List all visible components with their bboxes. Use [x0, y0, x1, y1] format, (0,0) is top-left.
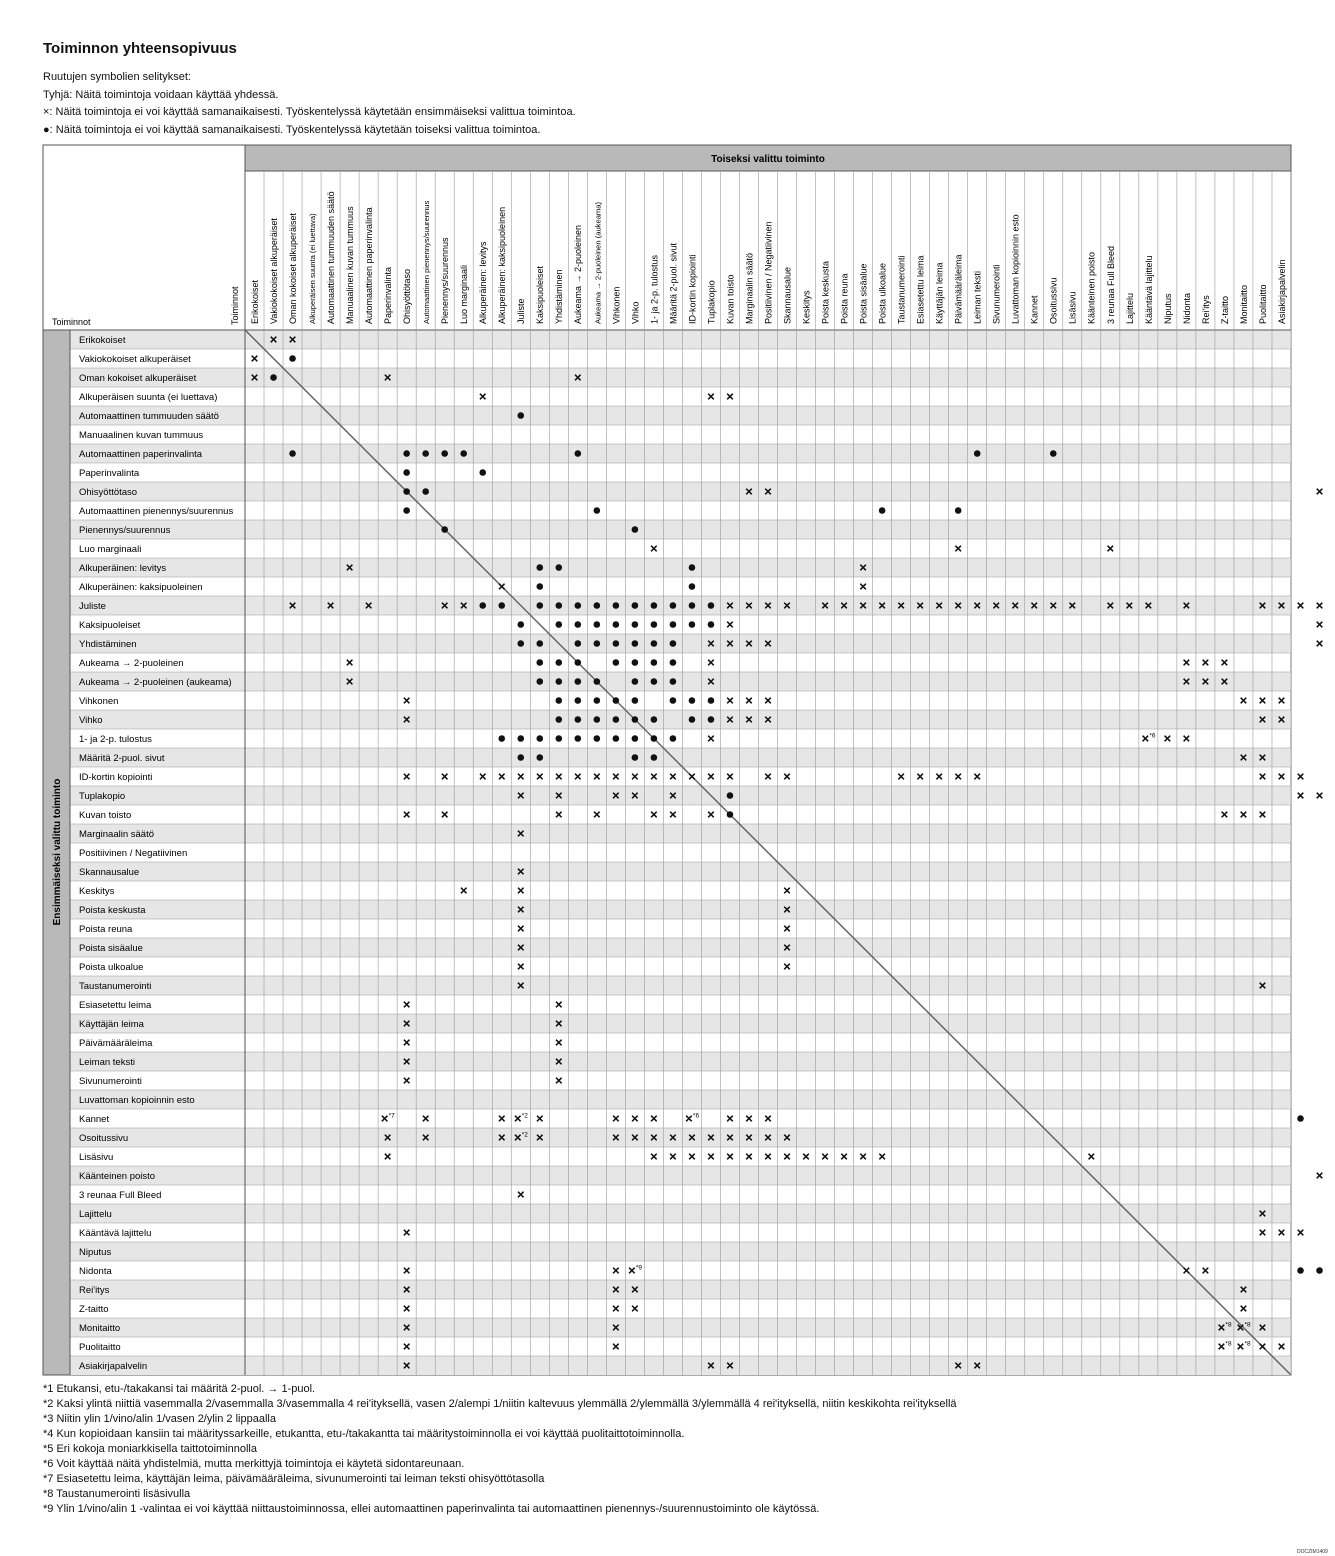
compatible-dot	[441, 526, 448, 533]
row-label: Osoitussivu	[79, 1132, 129, 1144]
compatible-dot	[708, 602, 715, 609]
compatible-dot	[632, 640, 639, 647]
cell-footnote-ref: *8	[1225, 1340, 1232, 1348]
column-label: Kannet	[1029, 295, 1040, 324]
column-label: Lisäsivu	[1067, 291, 1078, 324]
compatible-dot	[670, 640, 677, 647]
row-shading	[70, 824, 1291, 843]
row-label: Juliste	[79, 600, 106, 612]
row-label: Poista keskusta	[79, 904, 146, 916]
row-label: Aukeama → 2-puoleinen (aukeama)	[79, 676, 232, 688]
compatible-dot	[613, 602, 620, 609]
compatible-dot	[670, 621, 677, 628]
compatible-dot	[632, 621, 639, 628]
column-label: Z-taitto	[1219, 295, 1230, 324]
compatible-dot	[575, 735, 582, 742]
row-label: Pienennys/suurennus	[79, 524, 171, 536]
compatible-dot	[708, 697, 715, 704]
column-label: Aukeama → 2-puoleinen (aukeama)	[593, 202, 603, 324]
column-label: Alkuperäinen: kaksipuoleinen	[497, 206, 508, 324]
compatible-dot	[632, 754, 639, 761]
legend-cross: ×: Näitä toimintoja ei voi käyttää samanaikaisesti. Työskentelyssä käytetään ensimmäiseksi valittua toimintoa.	[43, 106, 576, 118]
row-label: Marginaalin säätö	[79, 828, 154, 840]
compatible-dot	[536, 735, 543, 742]
row-label: Tuplakopio	[79, 790, 126, 802]
row-label: Poista ulkoalue	[79, 961, 144, 973]
row-shading	[70, 330, 1291, 349]
compatible-dot	[727, 792, 734, 799]
compatible-dot	[575, 640, 582, 647]
compatible-dot	[289, 355, 296, 362]
column-group-header: Toiseksi valittu toiminto	[711, 154, 825, 165]
row-label: Automaattinen tummuuden säätö	[79, 410, 219, 422]
row-label: Oman kokoiset alkuperäiset	[79, 372, 197, 384]
compatible-dot	[670, 602, 677, 609]
row-label: Kannet	[79, 1113, 110, 1125]
column-label: Kaksipuoleiset	[535, 265, 546, 324]
compatible-dot	[498, 735, 505, 742]
column-label: Taustanumerointi	[896, 255, 907, 324]
compatible-dot	[594, 621, 601, 628]
row-label: Vihkonen	[79, 695, 119, 707]
compatible-dot	[556, 602, 563, 609]
compatible-dot	[556, 659, 563, 666]
compatible-dot	[556, 716, 563, 723]
compatible-dot	[613, 735, 620, 742]
row-label: Alkuperäinen: levitys	[79, 562, 167, 574]
row-shading	[70, 900, 1291, 919]
footnote-7: *7 Esiasetettu leima, käyttäjän leima, päivämääräleima, sivunumerointi tai leiman teksti ohisyöttötasolla	[43, 1473, 545, 1485]
cell-footnote-ref: *8	[1225, 1321, 1232, 1329]
row-shading	[70, 1318, 1291, 1337]
incompatible-cross	[1317, 1173, 1323, 1179]
row-shading	[70, 368, 1291, 387]
column-label: Automaattinen tummuuden säätö	[326, 191, 337, 324]
compatible-dot	[632, 697, 639, 704]
cell-footnote-ref: *7	[388, 1112, 395, 1120]
compatible-dot	[403, 450, 410, 457]
column-label: Positiivinen / Negatiivinen	[763, 221, 774, 324]
legend-dot: ●: Näitä toimintoja ei voi käyttää samanaikaisesti. Työskentelyssä käytetään toiseksi valittua toimintoa.	[43, 123, 541, 136]
column-label: Yhdistäminen	[554, 269, 565, 324]
compatible-dot	[1297, 1115, 1304, 1122]
row-label: Keskitys	[79, 885, 115, 897]
compatible-dot	[1050, 450, 1057, 457]
row-label: Sivunumerointi	[79, 1075, 142, 1087]
compatible-dot	[556, 621, 563, 628]
compatible-dot	[536, 583, 543, 590]
row-label: Alkuperäisen suunta (ei luettava)	[79, 391, 218, 403]
compatible-dot	[556, 678, 563, 685]
incompatible-cross	[1317, 622, 1323, 628]
compatible-dot	[651, 754, 658, 761]
compatible-dot	[613, 621, 620, 628]
row-label: Käänteinen poisto	[79, 1170, 156, 1182]
compatible-dot	[517, 621, 524, 628]
compatible-dot	[670, 678, 677, 685]
column-label: Manuaalinen kuvan tummuus	[345, 206, 356, 324]
compatible-dot	[594, 507, 601, 514]
column-label: Ohisyöttötaso	[402, 268, 413, 324]
corner-label: Toiminnot	[52, 317, 91, 327]
row-shading	[70, 938, 1291, 957]
column-label: Vihkonen	[611, 286, 622, 324]
compatible-dot	[632, 659, 639, 666]
row-shading	[70, 1128, 1291, 1147]
cell-footnote-ref: *8	[1244, 1321, 1251, 1329]
compatible-dot	[689, 716, 696, 723]
compatible-dot	[575, 621, 582, 628]
column-label: Leiman teksti	[972, 270, 983, 324]
column-label: Oman kokoiset alkuperäiset	[287, 212, 298, 324]
compatible-dot	[594, 697, 601, 704]
compatible-dot	[270, 374, 277, 381]
incompatible-cross	[1298, 603, 1304, 609]
column-label: Rei'itys	[1200, 295, 1211, 324]
row-label: 1- ja 2-p. tulostus	[79, 733, 152, 745]
row-label: Luvattoman kopioinnin esto	[79, 1094, 195, 1106]
column-label: Vihko	[630, 301, 641, 324]
compatible-dot	[1316, 1267, 1323, 1274]
compatible-dot	[575, 716, 582, 723]
cell-footnote-ref: *2	[521, 1112, 528, 1120]
compatible-dot	[517, 412, 524, 419]
row-label: Vakiokokoiset alkuperäiset	[79, 353, 191, 365]
column-label: Poista sisäalue	[858, 263, 869, 324]
compatible-dot	[670, 697, 677, 704]
column-label: Lajittelu	[1124, 292, 1135, 324]
compatible-dot	[517, 640, 524, 647]
functions-column-label: Toiminnot	[230, 286, 240, 325]
row-shading	[70, 1014, 1291, 1033]
compatible-dot	[632, 526, 639, 533]
compatible-dot	[955, 507, 962, 514]
row-shading	[70, 520, 1291, 539]
row-label: Poista reuna	[79, 923, 133, 935]
compatible-dot	[727, 811, 734, 818]
incompatible-cross	[1317, 603, 1323, 609]
row-shading	[70, 1280, 1291, 1299]
row-shading	[70, 406, 1291, 425]
row-shading	[70, 710, 1291, 729]
row-shading	[70, 1090, 1291, 1109]
compatible-dot	[651, 716, 658, 723]
compatible-dot	[613, 697, 620, 704]
row-label: Leiman teksti	[79, 1056, 135, 1068]
row-group-header: Ensimmäiseksi valittu toiminto	[52, 778, 63, 926]
compatible-dot	[708, 621, 715, 628]
column-label: Päivämääräleima	[953, 254, 964, 324]
compatible-dot	[594, 602, 601, 609]
row-shading	[70, 786, 1291, 805]
compatible-dot	[689, 621, 696, 628]
footnote-9: *9 Ylin 1/vino/alin 1 -valintaa ei voi käyttää niittaustoiminnossa, ellei automaattinen paperinvalinta tai automaattinen pienennys-/suurennustoiminto ole käytössä.	[43, 1503, 820, 1515]
column-label: Alkuperäinen: levitys	[478, 241, 489, 324]
compatible-dot	[632, 602, 639, 609]
column-label: Käänteinen poisto	[1086, 251, 1097, 324]
row-shading	[70, 444, 1291, 463]
row-label: Päivämääräleima	[79, 1037, 153, 1049]
row-label: Rei'itys	[79, 1284, 110, 1296]
compatible-dot	[689, 564, 696, 571]
column-label: Asiakirjapalvelin	[1276, 259, 1287, 324]
compatible-dot	[974, 450, 981, 457]
incompatible-cross	[1317, 489, 1323, 495]
legend-empty: Tyhjä: Näitä toimintoja voidaan käyttää yhdessä.	[43, 88, 279, 101]
compatible-dot	[613, 640, 620, 647]
compatible-dot	[536, 678, 543, 685]
column-label: Sivunumerointi	[991, 264, 1002, 324]
row-shading	[70, 862, 1291, 881]
row-label: Asiakirjapalvelin	[79, 1360, 148, 1372]
footnote-6: *6 Voit käyttää näitä yhdistelmiä, mutta merkittyjä toimintoja ei käytetä sidontareunaan.	[43, 1458, 465, 1470]
compatible-dot	[613, 716, 620, 723]
row-label: Monitaitto	[79, 1322, 121, 1334]
compatible-dot	[594, 716, 601, 723]
row-shading	[70, 1166, 1291, 1185]
row-shading	[70, 634, 1291, 653]
row-label: Positiivinen / Negatiivinen	[79, 847, 188, 859]
row-shading	[70, 558, 1291, 577]
compatible-dot	[594, 735, 601, 742]
row-label: Kääntävä lajittelu	[79, 1227, 152, 1239]
compatible-dot	[670, 735, 677, 742]
column-label: Puolitaitto	[1257, 284, 1268, 324]
compatible-dot	[556, 564, 563, 571]
row-label: Lajittelu	[79, 1208, 112, 1220]
row-label: Ohisyöttötaso	[79, 486, 138, 498]
compatible-dot	[517, 754, 524, 761]
compatible-dot	[556, 697, 563, 704]
cell-footnote-ref: *6	[1149, 732, 1156, 740]
column-label: ID-kortin kopiointi	[687, 254, 698, 324]
footnote-4: *4 Kun kopioidaan kansiin tai määrityssarkeille, etukantta, etu-/takakantta tai määritystoiminnolla ei voi käyttää puolitaittotoiminnolla.	[43, 1428, 685, 1440]
page-title: Toiminnon yhteensopivuus	[43, 40, 237, 57]
compatible-dot	[536, 602, 543, 609]
compatible-dot	[594, 640, 601, 647]
compatible-dot	[479, 469, 486, 476]
compatible-dot	[689, 602, 696, 609]
compatible-dot	[403, 488, 410, 495]
compatible-dot	[613, 659, 620, 666]
compatible-dot	[517, 735, 524, 742]
compatible-dot	[651, 640, 658, 647]
incompatible-cross	[1317, 641, 1323, 647]
column-label: Määritä 2-puol. sivut	[668, 242, 679, 324]
column-label: Osoitussivu	[1048, 277, 1059, 324]
compatible-dot	[498, 602, 505, 609]
cell-footnote-ref: *8	[1244, 1340, 1251, 1348]
compatible-dot	[536, 640, 543, 647]
compatible-dot	[708, 716, 715, 723]
row-label: Manuaalinen kuvan tummuus	[79, 429, 204, 441]
cell-footnote-ref: *6	[692, 1112, 700, 1120]
footnotes	[43, 1382, 957, 1517]
compatible-dot	[289, 450, 296, 457]
column-label: Poista keskusta	[820, 260, 831, 324]
incompatible-cross	[1298, 1230, 1304, 1236]
row-shading	[70, 482, 1291, 501]
row-shading	[70, 596, 1291, 615]
row-shading	[70, 1204, 1291, 1223]
column-label: Marginaalin säätö	[744, 252, 755, 324]
row-label: Alkuperäinen: kaksipuoleinen	[79, 581, 203, 593]
row-label: Lisäsivu	[79, 1151, 114, 1163]
column-label: Aukeama → 2-puoleinen	[573, 224, 584, 324]
row-label: Skannausalue	[79, 866, 140, 878]
row-label: Taustanumerointi	[79, 980, 152, 992]
compatible-dot	[689, 583, 696, 590]
row-label: Kaksipuoleiset	[79, 619, 141, 631]
row-label: Puolitaitto	[79, 1341, 121, 1353]
column-label: 3 reunaa Full Bleed	[1105, 245, 1116, 324]
footnote-3: *3 Niitin ylin 1/vino/alin 1/vasen 2/ylin 2 lippaalla	[43, 1413, 276, 1425]
compatible-dot	[651, 621, 658, 628]
column-label: Kuvan toisto	[725, 274, 736, 324]
row-label: Automaattinen pienennys/suurennus	[79, 505, 234, 517]
compatible-dot	[594, 678, 601, 685]
row-label: Poista sisäalue	[79, 942, 143, 954]
column-label: Paperinvalinta	[383, 266, 394, 324]
compatible-dot	[575, 450, 582, 457]
column-label: Luvattoman kopioinnin esto	[1010, 214, 1021, 324]
compatible-dot	[632, 678, 639, 685]
incompatible-cross	[1317, 793, 1323, 799]
incompatible-cross	[1298, 793, 1304, 799]
column-label: Esiasetettu leima	[915, 255, 926, 324]
column-label: Keskitys	[801, 290, 812, 324]
compatible-dot	[575, 602, 582, 609]
incompatible-cross	[1298, 774, 1304, 780]
compatible-dot	[651, 659, 658, 666]
row-shading	[70, 1356, 1291, 1375]
row-label: Luo marginaali	[79, 543, 142, 555]
row-label: Kuvan toisto	[79, 809, 132, 821]
compatible-dot	[441, 450, 448, 457]
column-label: Automaattinen pienennys/suurennus	[422, 200, 432, 324]
compatible-dot	[632, 716, 639, 723]
column-label: Erikokoiset	[249, 279, 260, 324]
footnote-2: *2 Kaksi ylintä niittiä vasemmalla 2/vasemmalla 3/vasemmalla 4 rei'ityksellä, vasen 2/alempi 1/niitin kaltevuus ylemmällä 2/ylemmällä 3/ylemmällä 4 rei'ityksellä, niitin keskikohta rei'ityksellä	[43, 1398, 957, 1410]
compatible-dot	[575, 659, 582, 666]
column-label: Poista ulkoalue	[877, 262, 888, 324]
column-label: Kääntävä lajittelu	[1143, 255, 1154, 324]
column-label: Luo marginaali	[459, 264, 470, 324]
compatible-dot	[536, 564, 543, 571]
compatible-dot	[479, 602, 486, 609]
footnote-1: *1 Etukansi, etu-/takakansi tai määritä 2-puol. → 1-puol.	[43, 1383, 316, 1395]
column-label: Poista reuna	[839, 273, 850, 324]
cell-footnote-ref: *2	[521, 1131, 528, 1139]
compatible-dot	[575, 678, 582, 685]
row-label: Z-taitto	[79, 1303, 109, 1315]
compatible-dot	[403, 469, 410, 476]
column-label: Pienennys/suurennus	[440, 237, 451, 324]
row-label: Määritä 2-puol. sivut	[79, 752, 165, 764]
row-shading	[70, 1242, 1291, 1261]
row-label: Esiasetettu leima	[79, 999, 152, 1011]
column-label: Nidonta	[1181, 292, 1192, 324]
row-label: Paperinvalinta	[79, 467, 140, 479]
column-label: Niputus	[1162, 293, 1173, 324]
column-label: Juliste	[516, 298, 527, 324]
row-label: Käyttäjän leima	[79, 1018, 144, 1030]
compatible-dot	[632, 735, 639, 742]
footnote-8: *8 Taustanumerointi lisäsivulla	[43, 1488, 191, 1500]
row-label: Vihko	[79, 714, 103, 726]
cell-footnote-ref: *9	[635, 1264, 643, 1272]
compatible-dot	[670, 659, 677, 666]
compatible-dot	[575, 697, 582, 704]
legend-heading: Ruutujen symbolien selitykset:	[43, 71, 191, 83]
row-shading	[70, 672, 1291, 691]
compatible-dot	[1297, 1267, 1304, 1274]
row-label: Aukeama → 2-puoleinen	[79, 657, 184, 669]
compatible-dot	[556, 735, 563, 742]
compatible-dot	[422, 450, 429, 457]
compatible-dot	[422, 488, 429, 495]
compatible-dot	[879, 507, 886, 514]
compatible-dot	[651, 602, 658, 609]
footnote-5: *5 Eri kokoja moniarkkisella taittotoiminnolla	[43, 1443, 257, 1455]
row-label: Erikokoiset	[79, 334, 126, 346]
compatible-dot	[403, 507, 410, 514]
compatible-dot	[651, 678, 658, 685]
compatible-dot	[460, 450, 467, 457]
column-label: Skannausalue	[782, 266, 793, 324]
row-label: Yhdistäminen	[79, 638, 137, 650]
column-label: Käyttäjän leima	[934, 262, 945, 324]
row-shading	[70, 976, 1291, 995]
row-label: 3 reunaa Full Bleed	[79, 1189, 162, 1201]
compatible-dot	[536, 659, 543, 666]
column-label: Automaattinen paperinvalinta	[364, 207, 375, 324]
compatible-dot	[689, 697, 696, 704]
row-shading	[70, 1052, 1291, 1071]
row-label: Nidonta	[79, 1265, 112, 1277]
compatible-dot	[536, 754, 543, 761]
row-label: ID-kortin kopiointi	[79, 771, 153, 783]
column-label: Vakiokokoiset alkuperäiset	[268, 218, 279, 324]
column-label: Monitaitto	[1238, 284, 1249, 324]
column-label: Alkuperäisen suunta (ei luettava)	[307, 213, 317, 324]
row-label: Automaattinen paperinvalinta	[79, 448, 203, 460]
document-id: DOCZIM1409	[1297, 1549, 1328, 1555]
compatible-dot	[651, 735, 658, 742]
column-label: 1- ja 2-p. tulostus	[649, 254, 660, 324]
column-label: Tuplakopio	[706, 280, 717, 324]
row-label: Niputus	[79, 1246, 112, 1258]
